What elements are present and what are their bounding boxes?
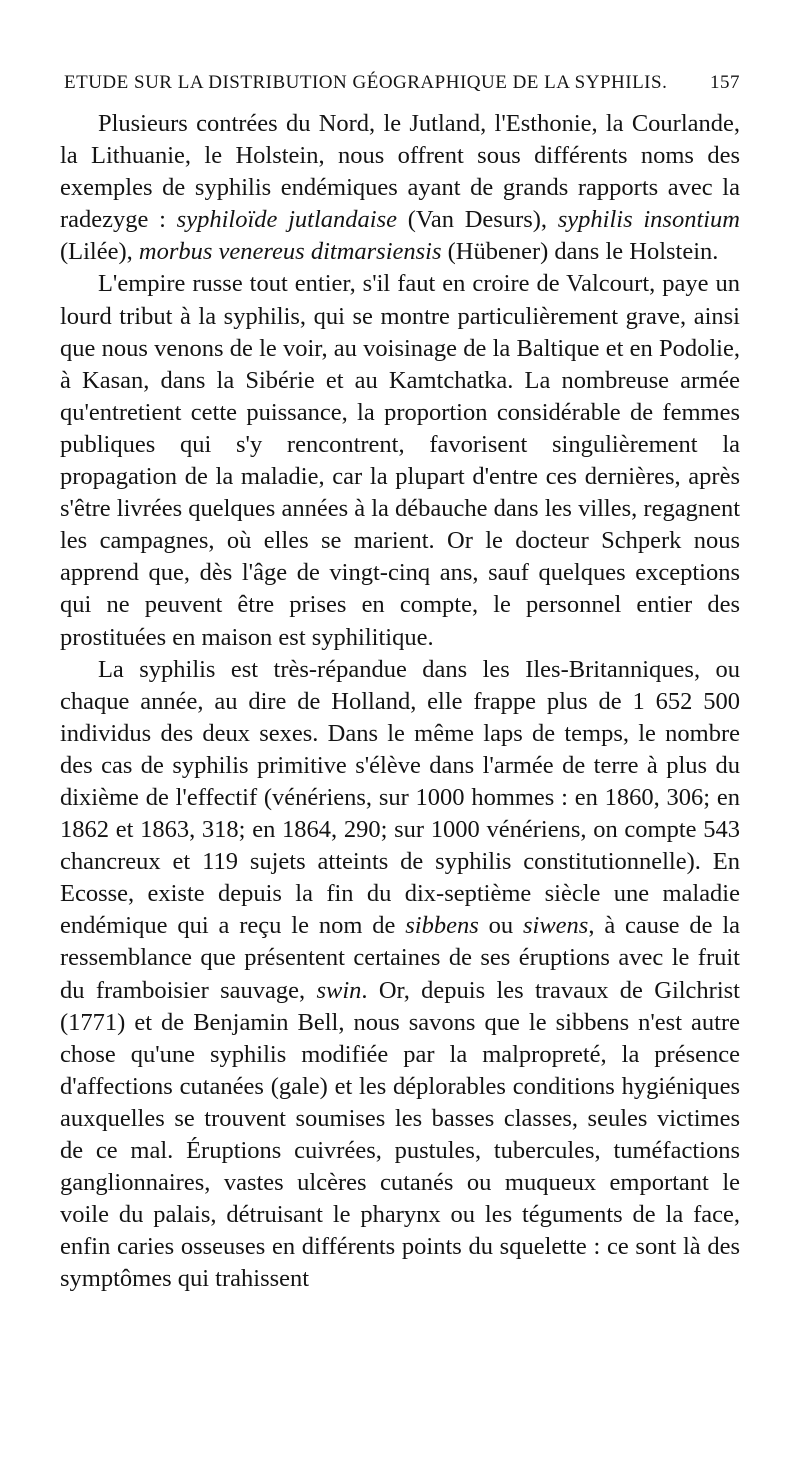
paragraph-2-text: L'empire russe tout entier, s'il faut en croire de Valcourt, paye un lourd tribut à la syphilis, qui se montre particulièrement grave, ainsi que nous venons de le voir, au voisinage de la Baltique et en Podolie, à Kasan, dans la Sibérie et au Kamtchatka. La nombreuse armée qu'entretient cette puissance, la proportion considérable de femmes publiques qui s'y rencontrent, favorisent singulièrement la propagation de la maladie, car la plupart d'entre ces dernières, après s'être livrées quelques années à la débauche dans les villes, regagnent les campagnes, où elles se marient. Or le docteur Schperk nous apprend que, dès l'âge de vingt-cinq ans, sauf quelques exceptions qui ne peuvent être prises en compte, le personnel entier des prostituées en maison est syphilitique. — [60, 270, 740, 651]
term-sibbens: sibbens — [405, 912, 479, 940]
paragraph-3-text-d: . Or, depuis les travaux de Gilchrist (1771) et de Benjamin Bell, nous savons que le sibbens n'est autre chose qu'une syphilis modifiée par la malpropreté, la présence d'affections cutanées (gale) et les déplorables conditions hygiéniques auxquelles se trouvent soumises les basses classes, seules victimes de ce mal. Éruptions cuivrées, pustules, tubercules, tuméfactions ganglionnaires, vastes ulcères cutanés ou muqueux emportant le voile du palais, détruisant le pharynx ou les téguments de la face, enfin caries osseuses en différents points du squelette : ce sont là des symptômes qui trahissent — [60, 976, 740, 1293]
paragraph-2 — [60, 268, 740, 653]
paragraph-3-text-c: , à cause de la ressemblance que présentent certaines de ses éruptions avec le fruit du framboisier sauvage, — [60, 912, 741, 1004]
page-number: 157 — [710, 72, 740, 93]
term-syphiloide-jutlandaise: syphiloïde jutlandaise — [176, 206, 397, 234]
paragraph-3-text-a: La syphilis est très-répandue dans les Iles-Britanniques, ou chaque année, au dire de Holland, elle frappe plus de 1 652 500 individus des deux sexes. Dans le même laps de temps, le nombre des cas de syphilis primitive s'élève dans l'armée de terre à plus du dixième de l'effectif (vénériens, sur 1000 hommes : en 1860, 306; en 1862 et 1863, 318; en 1864, 290; sur 1000 vénériens, on compte 543 chancreux et 119 sujets atteints de syphilis constitutionnelle). En Ecosse, existe depuis la fin du dix-septième siècle une maladie endémique qui a reçu le nom de — [60, 655, 740, 940]
running-title: ETUDE SUR LA DISTRIBUTION GÉOGRAPHIQUE DE LA SYPHILIS. — [64, 72, 668, 93]
term-morbus-venereus: morbus venereus ditmarsiensis — [138, 238, 442, 266]
body-text — [60, 108, 740, 1295]
term-syphilis-insontium: syphilis insontium — [557, 206, 741, 234]
term-swin: swin — [316, 976, 362, 1004]
paragraph-1-text-a: Plusieurs contrées du Nord, le Jutland, l'Esthonie, la Courlande, la Lithuanie, le Holstein, nous offrent sous différents noms des exemples de syphilis endémiques ayant de grands rapports avec la radezyge : — [60, 110, 740, 234]
term-siwens: siwens — [522, 912, 589, 940]
paragraph-1-text-d: (Hübener) dans le Holstein. — [441, 238, 719, 266]
paragraph-1-text-c: (Lilée), — [60, 238, 139, 266]
paragraph-3 — [60, 654, 740, 1296]
paragraph-1-text-b: (Van Desurs), — [397, 206, 558, 234]
paragraph-1 — [60, 108, 740, 268]
paragraph-3-text-b: ou — [478, 912, 523, 940]
